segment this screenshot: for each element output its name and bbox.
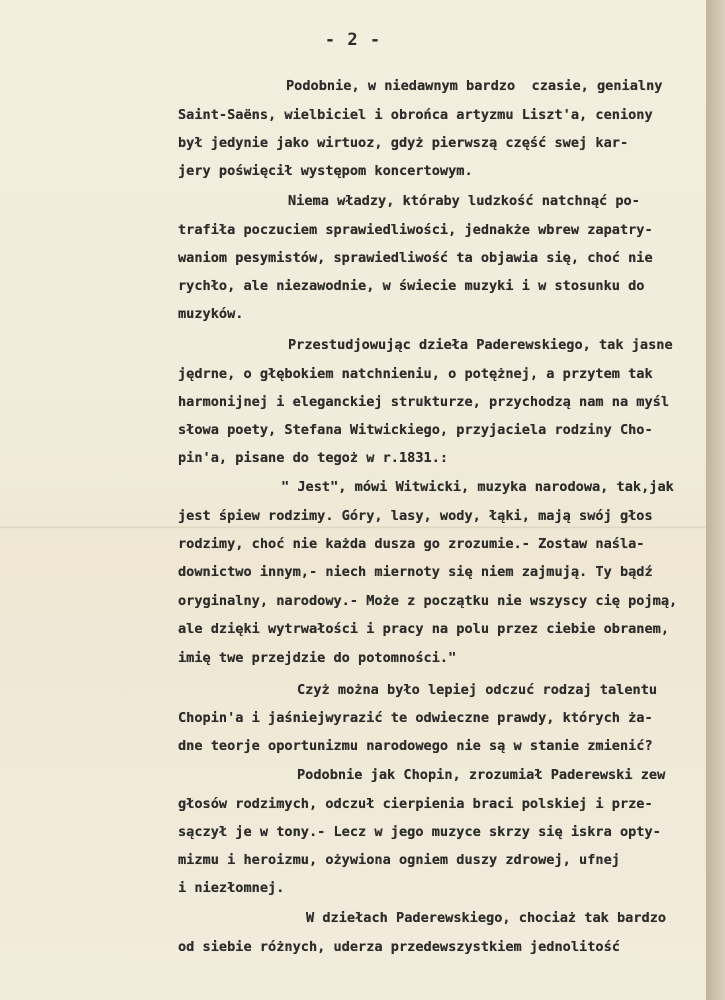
text-line: dne teorje oportunizmu narodowego nie są w stanie zmienić? <box>178 738 653 754</box>
text-line: od siebie różnych, uderza przedewszystkiem jednolitość <box>178 939 620 955</box>
text-line: jędrne, o głębokiem natchnieniu, o potężnej, a przytem tak <box>178 366 653 382</box>
text-line: i niezłomnej. <box>178 880 285 896</box>
text-line: Czyż można było lepiej odczuć rodzaj talentu <box>297 682 658 698</box>
text-line: waniom pesymistów, sprawiedliwość ta objawia się, choć nie <box>178 250 653 266</box>
text-line: słowa poety, Stefana Witwickiego, przyjaciela rodziny Cho- <box>178 422 653 438</box>
text-line: Saint-Saëns, wielbiciel i obrońca artyzmu Liszt'a, ceniony <box>178 107 653 123</box>
page-edge <box>706 0 725 1000</box>
text-line: pin'a, pisane do tegoż w r.1831.: <box>178 450 449 466</box>
text-line: sączył je w tony.- Lecz w jego muzyce skrzy się iskra opty- <box>178 824 661 840</box>
text-line: jery poświęcił występom koncertowym. <box>178 163 473 179</box>
text-line: Podobnie jak Chopin, zrozumiał Paderewski zew <box>297 767 666 783</box>
text-line: Podobnie, w niedawnym bardzo czasie, genialny <box>286 78 663 94</box>
text-line: imię twe przejdzie do potomności." <box>178 650 457 666</box>
text-line: trafiła poczuciem sprawiedliwości, jednakże wbrew zapatry- <box>178 222 653 238</box>
page-number: - 2 - <box>324 30 382 50</box>
text-line: Chopin'a i jaśniejwyrazić te odwieczne prawdy, których ża- <box>178 710 653 726</box>
text-line: rychło, ale niezawodnie, w świecie muzyki i w stosunku do <box>178 278 645 294</box>
text-line: harmonijnej i eleganckiej strukturze, przychodzą nam na myśl <box>178 394 670 410</box>
text-line: ale dzięki wytrwałości i pracy na polu przez ciebie obranem, <box>178 621 670 637</box>
text-line: " Jest", mówi Witwicki, muzyka narodowa, tak,jak <box>281 479 674 495</box>
text-line: jest śpiew rodzimy. Góry, lasy, wody, łąki, mają swój głos <box>178 508 653 524</box>
text-line: oryginalny, narodowy.- Może z początku nie wszyscy cię pojmą, <box>178 593 678 609</box>
text-line: downictwo innym,- niech miernoty się niem zajmują. Ty bądź <box>178 564 653 580</box>
text-line: W dziełach Paderewskiego, chociaż tak bardzo <box>306 910 667 926</box>
paper-fold <box>0 526 706 529</box>
text-line: mizmu i heroizmu, ożywiona ogniem duszy zdrowej, ufnej <box>178 852 620 868</box>
text-line: Przestudjowując dzieła Paderewskiego, tak jasne <box>288 337 673 353</box>
text-line: głosów rodzimych, odczuł cierpienia braci polskiej i prze- <box>178 796 653 812</box>
text-line: rodzimy, choć nie każda dusza go zrozumie.- Zostaw naśla- <box>178 536 645 552</box>
text-line: muzyków. <box>178 306 244 322</box>
text-line: Niema władzy, któraby ludzkość natchnąć po- <box>288 193 640 209</box>
text-line: był jedynie jako wirtuoz, gdyż pierwszą część swej kar- <box>178 135 629 151</box>
